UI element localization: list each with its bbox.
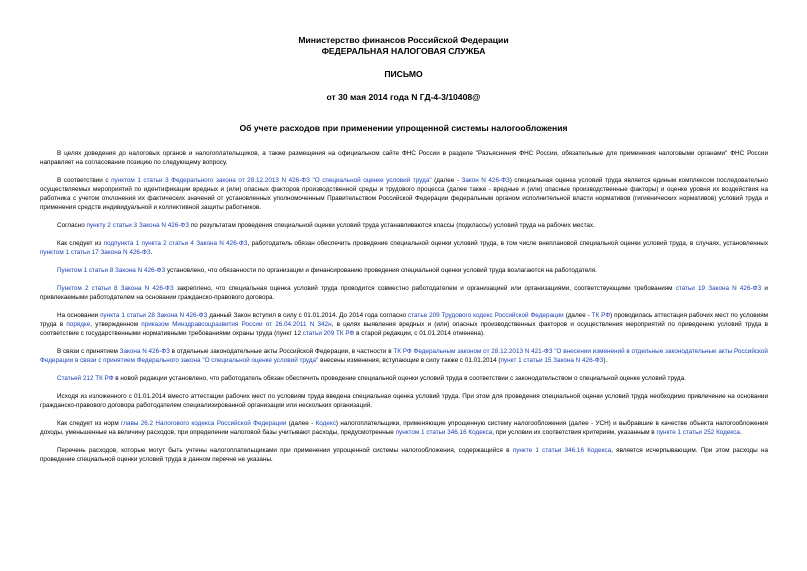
document-reference-link[interactable]: Пунктом 1 статьи 8 Закона N 426-ФЗ — [57, 266, 166, 274]
document-reference-link[interactable]: статьи 209 ТК РФ — [302, 329, 355, 337]
document-reference-link[interactable]: пункт 1 статьи 15 Закона N 426-ФЗ — [500, 356, 604, 364]
body-paragraph — [40, 267, 768, 276]
paragraph-text: . — [150, 248, 153, 256]
document-reference-link[interactable]: Пунктом 2 статьи 8 Закона N 426-ФЗ — [57, 285, 174, 292]
body-paragraph — [40, 447, 768, 465]
paragraph-text: В связи с принятием — [57, 347, 120, 355]
paragraph-text: по результатам проведения специальной оценки условий труда устанавливаются классы (подклассы) условий труда на рабочих местах. — [189, 221, 595, 229]
paragraph-text: данный Закон вступил в силу с 01.01.2014. До 2014 года согласно — [207, 312, 409, 319]
document-reference-link[interactable]: пункту 2 статьи 3 Закона N 426-ФЗ — [86, 221, 190, 229]
paragraph-text: (далее - — [563, 312, 592, 319]
paragraph-text: в старой редакции, с 01.01.2014 отменена). — [354, 329, 485, 337]
paragraph-text: Согласно — [57, 221, 87, 229]
paragraph-text: На основании — [57, 312, 101, 319]
paragraph-text: (далее - — [431, 177, 462, 184]
paragraph-text: внесены изменения, вступающие в силу также с 01.01.2014 ( — [318, 356, 501, 364]
body-paragraph — [40, 420, 768, 438]
document-date-number: от 30 мая 2014 года N ГД-4-3/10408@ — [326, 92, 481, 102]
paragraph-text: в новой редакции установлено, что работодатель обязан обеспечить проведение специальной оценки условий труда в соответствии с законодательством о специальной оценке условий труда. — [113, 374, 686, 382]
document-reference-link[interactable]: Статьей 212 ТК РФ — [57, 374, 114, 382]
paragraph-text: Как следует из норм — [57, 420, 122, 427]
body-paragraph — [40, 393, 768, 411]
paragraph-text: , утвержденном — [90, 320, 142, 328]
document-reference-link[interactable]: приказом Минздравсоцразвития России от 26.04.2011 N 342н — [141, 320, 332, 328]
document-reference-link[interactable]: Закон N 426-ФЗ — [461, 177, 510, 184]
paragraph-text: в отдельные законодательные акты Российской Федерации, в частности в — [169, 347, 394, 355]
paragraph-text: , является исчерпывающим. При этом расходы на проведение специальной оценки условий труда в данном перечне не указаны. — [40, 447, 768, 463]
document-reference-link[interactable]: статье 209 Трудового кодекс Российской Федерации — [408, 312, 564, 319]
body-paragraph — [40, 348, 768, 366]
body-paragraph — [40, 240, 768, 258]
paragraph-text: закреплено, что специальная оценка условий труда проводится совместно работодателем и организацией или организациями, соответствующими требованиям — [173, 285, 676, 292]
document-reference-link[interactable]: порядке — [66, 320, 91, 328]
paragraph-text: установлено, что обязанности по организации и финансированию проведения специальной оценки условий труда возлагаются на работодателя. — [165, 266, 597, 274]
paragraph-text: , в целях выявления вредных и (или) опасных производственных факторов и осуществления мероприятий по приведению условий труда в соответствие с государственными нормативными требованиями охраны труда (пункт 12 — [40, 320, 768, 337]
paragraph-text: и привлекаемыми работодателем на основании гражданско-правового договора. — [40, 285, 768, 301]
document-reference-link[interactable]: пункте 1 статьи 252 Кодекса — [656, 428, 740, 436]
document-reference-link[interactable]: пункта 1 статьи 28 Закона N 426-ФЗ — [100, 312, 208, 319]
document-subject: Об учете расходов при применении упрощенной системы налогообложения — [239, 123, 568, 133]
paragraph-text: ). — [603, 356, 608, 364]
document-reference-link[interactable]: пунктом 1 статьи 346.16 Кодекса — [395, 428, 493, 436]
document-reference-link[interactable]: Кодекс — [315, 420, 336, 427]
paragraph-text: В соответствии с — [57, 177, 112, 184]
document-reference-link[interactable]: Закона N 426-ФЗ — [119, 347, 170, 355]
paragraph-text: Перечень расходов, которые могут быть учтены налогоплательщиками при применении упрощенной системы налогообложения, содержащийся в — [57, 447, 513, 454]
body-paragraph — [40, 375, 768, 384]
document-reference-link[interactable]: пунктом 1 статьи 3 Федерального закона от 28.12.2013 N 426-ФЗ "О специальной оценке условий труда" — [111, 177, 432, 184]
paragraph-text: ) налогоплательщики, применяющие упрощенную систему налогообложения (далее - УСН) и выбравшие в качестве объекта налогообложения доходы, уменьшенные на величину расходов, при определении налоговой базы учитывают расходы, предусмотренные — [40, 420, 768, 436]
ministry-name: Министерство финансов Российской Федерации — [298, 35, 509, 45]
paragraph-text: ) проводилась аттестация рабочих мест по условиям труда в — [40, 312, 768, 328]
paragraph-text: (далее - — [286, 420, 316, 427]
document-reference-link[interactable]: пункте 1 статьи 346.16 Кодекса — [512, 447, 612, 454]
paragraph-text: Как следует из — [57, 239, 104, 247]
paragraph-text: , при условии их соответствия критериям, указанным в — [492, 428, 657, 436]
document-reference-link[interactable]: ТК РФ — [393, 347, 412, 355]
body-paragraph — [40, 150, 768, 168]
body-paragraph — [40, 222, 768, 231]
paragraph-text: , работодатель обязан обеспечить проведение специальной оценки условий труда, в том числе внеплановой специальной оценки условий труда, в случаях, установленных — [247, 239, 768, 247]
paragraph-text: . — [739, 428, 742, 436]
body-paragraph — [40, 285, 768, 303]
body-paragraph — [40, 177, 768, 213]
document-reference-link[interactable]: Федеральным законом от 28.12.2013 N 421-ФЗ "О внесении изменений в отдельные законодательные акты Российской Федерации в связи с принятием Федерального закона "О специальной оценке условий труда" — [40, 347, 768, 364]
paragraph-text: В целях доведения до налоговых органов и налогоплательщиков, а также размещения на официальном сайте ФНС России в разделе "Разъяснения ФНС России, обязательные для применения налоговыми органами" ФНС России направляет на согласование позицию по следующему вопросу. — [40, 150, 768, 166]
document-reference-link[interactable]: пунктом 1 статьи 17 Закона N 426-ФЗ — [40, 248, 151, 256]
document-reference-link[interactable]: статьи 19 Закона N 426-ФЗ — [675, 285, 762, 292]
document-type: ПИСЬМО — [384, 69, 423, 79]
document-reference-link[interactable]: ТК РФ — [591, 312, 611, 319]
service-name: ФЕДЕРАЛЬНАЯ НАЛОГОВАЯ СЛУЖБА — [321, 45, 486, 56]
document-header — [0, 35, 807, 56]
body-paragraph — [40, 312, 768, 339]
document-reference-link[interactable]: подпункта 1 пункта 2 статьи 4 Закона N 426-ФЗ — [103, 239, 248, 247]
document-body — [40, 150, 768, 474]
paragraph-text: Исходя из изложенного с 01.01.2014 вместо аттестации рабочих мест по условиям труда введена специальная оценка условий труда. При этом для проведения специальной оценки условий труда необходимо привлечение на основании гражданско-правового договора работодателем специализированной организации или нескольких организаций. — [40, 393, 768, 409]
document-reference-link[interactable]: главы 26.2 Налогового кодекса Российской Федерации — [121, 420, 287, 427]
paragraph-text: ) специальная оценка условий труда является единым комплексом последовательно осуществляемых мероприятий по идентификации вредных и (или) опасных факторов производственной среды и трудового процесса (далее также - вредные и (или) опасные производственные факторы) и оценке уровня их воздействия на работника с учетом отклонения их фактических значений от установленных уполномоченным Правительством Российской Федерации федеральным органом исполнительной власти нормативов (гигиенических нормативов) условий труда и применения средств индивидуальной и коллективной защиты работников. — [40, 177, 769, 211]
